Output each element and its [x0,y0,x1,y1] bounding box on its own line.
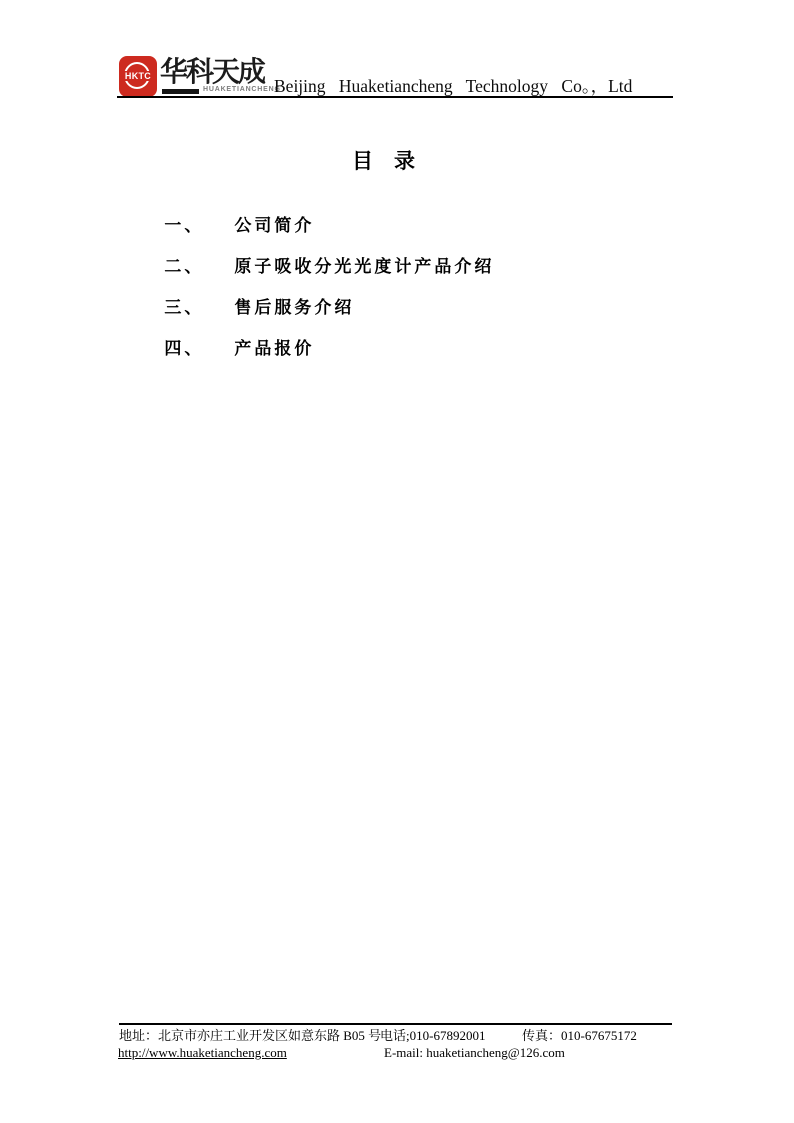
header-rule [117,96,673,98]
toc-item-label: 售后服务介绍 [234,298,355,317]
toc-item-number: 三、 [164,298,205,317]
company-name-latin-small: HUAKETIANCHENG [203,86,281,93]
toc-item-number: 二、 [164,257,205,276]
footer-address: 地址：北京市亦庄工业开发区如意东路 B05 号 [119,1028,382,1043]
footer-fax: 传真：010-67675172 [522,1028,637,1043]
company-logo [119,56,157,97]
company-name-en: Beijing Huaketiancheng Technology Co。，Ltd [274,76,633,96]
toc-item-label: 产品报价 [234,339,315,358]
toc-item-number: 四、 [164,339,205,358]
toc-item-label: 公司简介 [234,216,315,235]
toc-item-number: 一、 [164,216,205,235]
footer-phone: 电话;010-67892001 [380,1028,486,1043]
footer-website-link[interactable]: http://www.huaketiancheng.com [118,1045,287,1060]
toc-item [118,319,314,379]
footer-email: E-mail: huaketiancheng@126.com [384,1045,565,1060]
footer-rule [119,1023,672,1025]
toc-item-label: 原子吸收分光光度计产品介绍 [234,257,495,276]
toc-title: 目 录 [352,150,415,173]
brand-underline-bar [162,89,199,94]
logo-hktc-label: HKTC [120,71,156,81]
company-name-cn: 华科天成 [160,56,265,87]
